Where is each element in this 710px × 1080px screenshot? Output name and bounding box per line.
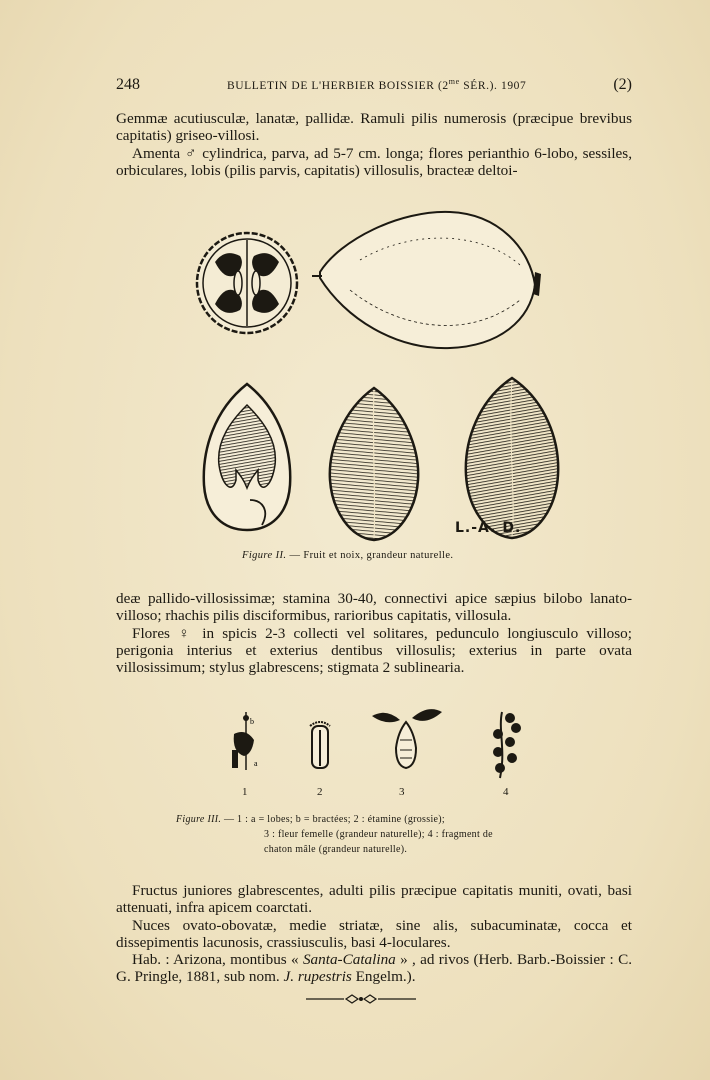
fig3-item-1-lobes-bracts [232,712,258,770]
halved-nut [204,384,290,530]
habitat-text-a: Hab. : Arizona, montibus « [132,951,303,969]
paragraph-2 [116,590,632,676]
figure-3-caption-row-2: 3 : fleur femelle (grandeur naturelle); 4 : fragment de [264,829,493,840]
paragraph-3-line-3 [116,951,632,986]
illustrator-signature: L.-A. D. [455,520,522,536]
paragraph-3 [116,882,632,986]
series-number: (2) [613,76,632,93]
journal-title-text: BULLETIN DE L'HERBIER BOISSIER (2 [226,80,449,92]
figure-3-drawings [0,700,710,800]
paragraph-2-line-2: Flores ♀ in spicis 2-3 collecti vel solitares, pedunculo longiusculo villoso; perigonia interius et exterius dentibus villosulis; exterius in parte ovata villosissimum; stylus glabrescens; stigmata 2 sublinearia. [116,624,632,677]
fig3-item-3-female-flower [372,709,442,768]
habitat-text-c: Engelm.). [351,968,416,986]
paragraph-3-line-1: Fructus juniores glabrescentes, adulti pilis præcipue capitatis muniti, ovati, basi attenuati, infra apicem coarctati. [116,882,632,917]
habitat-species-name: J. rupestris [283,968,352,986]
figure-2-caption [242,550,453,561]
figure-3-caption [176,812,576,857]
fig3-item-2-stamen [310,722,330,768]
whole-fruit [312,212,541,348]
figure-3-caption-row-1-text: — 1 : a = lobes; b = bractées; 2 : étamine (grossie); [223,814,445,825]
figure-2-label: Figure II. [242,550,287,561]
fig3-number-4: 4 [503,786,509,798]
paragraph-1-line-1: Gemmæ acutiusculæ, lanatæ, pallidæ. Ramuli pilis numerosis (præcipue brevibus capitatis) griseo-villosi. [116,110,632,145]
fig3-number-2: 2 [317,786,323,798]
habitat-locality: Santa-Catalina [302,951,396,969]
nut-cross-section [197,233,297,333]
label-b: b [250,717,254,726]
figure-3-caption-row-1 [176,812,576,827]
journal-title-sup: me [448,77,460,87]
figure-3-label: Figure III. [176,814,222,825]
nut-side [466,378,558,538]
figure-3-caption-row-3: chaton mâle (grandeur naturelle). [264,844,408,855]
label-a: a [254,759,258,768]
nut-front [330,388,418,540]
fig3-number-3: 3 [399,786,405,798]
fig3-item-4-male-catkin [493,712,521,778]
figure-2-text: — Fruit et noix, grandeur naturelle. [289,550,454,561]
journal-title-rest: SÉR.). 1907 [459,80,527,92]
end-ornament [306,992,416,1006]
paragraph-2-line-1: deæ pallido-villosissimæ; stamina 30-40, connectivi apice sæpius bilobo lanato-villoso; rhachis pilis disciformibus, rarioribus capitatis, villosula. [116,590,632,625]
paragraph-3-line-2: Nuces ovato-obovatæ, medie striatæ, sine alis, subacuminatæ, cocca et dissepimentis lacunosis, crassiusculis, basi 4-loculares. [116,916,632,951]
paragraph-1-line-2: Amenta ♂ cylindrica, parva, ad 5-7 cm. longa; flores perianthio 6-lobo, sessiles, orbiculares, lobis (pilis parvis, capitatis) villosulis, bracteæ deltoi- [116,144,632,179]
fig3-number-1: 1 [242,786,248,798]
habitat-text-b: » , ad rivos (Herb. Barb.-Boissier : C. G. Pringle, 1881, sub nom. [116,951,632,986]
page-number: 248 [116,76,140,93]
